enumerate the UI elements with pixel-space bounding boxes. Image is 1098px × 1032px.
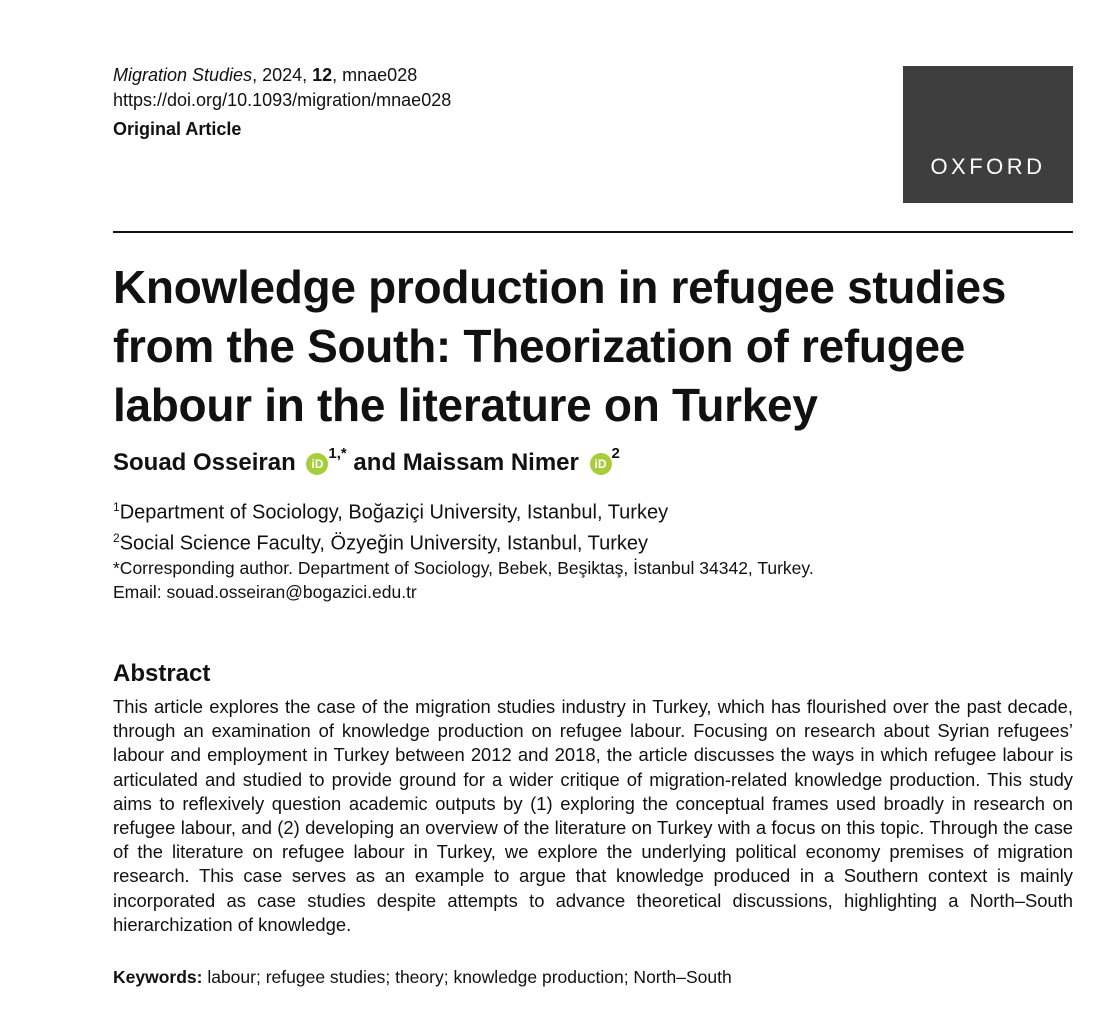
- oxford-logo-text: OXFORD: [930, 154, 1046, 179]
- article-type: Original Article: [113, 119, 242, 139]
- affiliation-number: 2: [113, 530, 120, 545]
- abstract-body: This article explores the case of the migration studies industry in Turkey, which has flourished over the past decade, through an examination of knowledge production on refugee labour. Focusing on research about Syrian refugees’ labour and employment in Turkey between 2012 and 2018, the article discusses the ways in which refugee labour is articulated and studied to provide ground for a wider critique of migration-related knowledge production. This study aims to reflexively question academic outputs by (1) exploring the conceptual frames used broadly in research on refugee labour, and (2) developing an overview of the literature on Turkey with a focus on this topic. Through the case of the literature on refugee labour in Turkey, we explore the underlying political economy premises of migration research. This case serves as an example to argue that knowledge produced in a Southern context is mainly incorporated as case studies despite attempts to advance theoretical discussions, highlighting a North–South hierarchization of knowledge.: [113, 696, 1073, 935]
- year: , 2024,: [252, 65, 313, 85]
- author-connector: and: [346, 449, 403, 476]
- corresponding-address: *Corresponding author. Department of Sociology, Bebek, Beşiktaş, İstanbul 34342, Turkey.: [113, 558, 814, 578]
- oxford-logo: [903, 66, 1073, 203]
- keywords: [113, 965, 732, 989]
- keywords-label: Keywords:: [113, 967, 203, 987]
- journal-citation: [113, 63, 451, 142]
- journal-name: Migration Studies: [113, 65, 253, 85]
- article-id: , mnae028: [332, 65, 418, 85]
- author-list: [113, 445, 620, 477]
- corresponding-email[interactable]: Email: souad.osseiran@bogazici.edu.tr: [113, 582, 417, 602]
- orcid-icon[interactable]: iD: [590, 453, 612, 475]
- affiliation: [113, 495, 668, 526]
- affiliation-text: Department of Sociology, Boğaziçi University, Istanbul, Turkey: [119, 501, 669, 524]
- volume: 12: [312, 65, 333, 85]
- doi-link[interactable]: https://doi.org/10.1093/migration/mnae028: [113, 90, 452, 110]
- author-name: Souad Osseiran: [113, 449, 296, 476]
- author-affiliation-marker: 2: [611, 445, 620, 462]
- article-title: Knowledge production in refugee studies from the South: Theorization of refugee labour in the literature on Turkey: [113, 261, 1007, 431]
- author-affiliation-marker: 1,*: [328, 445, 347, 462]
- affiliation-text: Social Science Faculty, Özyeğin University, Istanbul, Turkey: [119, 532, 649, 555]
- affiliation: [113, 526, 668, 557]
- header-divider: [113, 231, 1073, 233]
- keywords-values: labour; refugee studies; theory; knowledge production; North–South: [202, 967, 732, 987]
- author-name: Maissam Nimer: [402, 449, 579, 476]
- orcid-icon[interactable]: iD: [306, 453, 328, 475]
- affiliation-number: 1: [113, 500, 120, 514]
- abstract-heading: Abstract: [113, 660, 211, 687]
- corresponding-author: [113, 556, 814, 604]
- affiliations: [113, 495, 668, 556]
- citation-line: [113, 63, 451, 88]
